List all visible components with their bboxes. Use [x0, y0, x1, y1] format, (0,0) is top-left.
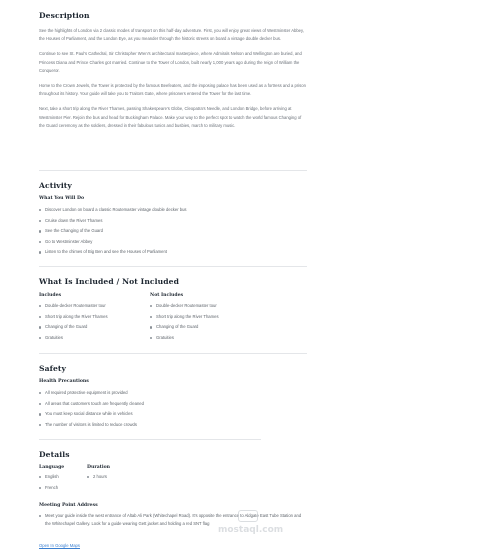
description-paragraph-1: See the highlights of London via 2 classic modes of transport on this half-day adventure. First, you will enjoy great views of Westminster Abbey, the Houses of Parliament, and the London Eye, as you meander through the historic streets on board a vintage double decker bus.	[39, 28, 304, 42]
list-item: The number of visitors is limited to reduce crowds	[39, 420, 144, 431]
meeting-point-address: Meet your guide inside the west entrance of Altab Ali Park (Whitechapel Road). It's opposite the entrance to Aldgate East Tube Station and the Whitechapel Gallery. Look for a guide wearing Gett jacket and holding a red SNT flag	[45, 513, 302, 526]
not-includes-label: Not Includes	[150, 293, 184, 298]
activity-section	[39, 181, 307, 255]
safety-list	[39, 388, 144, 430]
bullet-icon	[39, 515, 41, 517]
list-item: Double-decker Routemaster tour	[39, 301, 108, 312]
section-divider	[39, 170, 307, 171]
list-item: Short trip along the River Thames	[39, 312, 108, 323]
list-item: See the Changing of the Guard	[39, 226, 187, 237]
list-item: Discover London on board a classic Routemaster vintage double decker bus	[39, 205, 187, 216]
duration-label: Duration	[87, 465, 110, 470]
section-divider	[39, 266, 307, 267]
description-paragraph-2: Continue to see St. Paul's Cathedral, Sir Christopher Wren's architectural masterpiece, where Admirals Nelson and Wellington are buried, and Princess Diana and Prince Charles got married. Continue to the Tower of London, built nearly 1,000 years ago during the reign of William the Conqueror.	[39, 51, 302, 73]
bullet-icon	[39, 403, 41, 405]
list-item: Listen to the chimes of Big Ben and see the Houses of Parliament	[39, 247, 187, 258]
description-paragraph-4: Next, take a short trip along the River Thames, passing Shakespeare's Globe, Cleopatra's Needle, and London Bridge, before arriving at Westminster Pier. Rejoin the bus and head for Buckingham Palace. Make your way to the perfect spot to watch the world famous Changing of the Guard ceremony as the soldiers, dressed in their fabulous tunics and busbies, march to military music.	[39, 106, 302, 128]
bullet-icon	[39, 476, 41, 478]
list-item: All areas that customers touch are frequently cleaned	[39, 399, 144, 410]
watermark-text: mostaql.com	[218, 525, 284, 535]
section-divider	[39, 439, 261, 440]
google-maps-link[interactable]: Open In Google Maps	[39, 543, 80, 548]
list-item: Gratuities	[150, 333, 219, 344]
meeting-point-label: Meeting Point Address	[39, 503, 98, 508]
list-item: Changing of the Guard	[150, 322, 219, 333]
bullet-icon	[39, 392, 41, 394]
bullet-icon	[87, 476, 89, 478]
list-item: Cruise down the River Thames	[39, 216, 187, 227]
list-item: Gratuities	[39, 333, 108, 344]
safety-subheading: Health Precautions	[39, 379, 89, 384]
not-includes-list	[150, 301, 219, 343]
not-includes-column	[150, 293, 219, 343]
bullet-icon	[150, 305, 152, 307]
includes-column	[39, 293, 108, 343]
bullet-icon	[39, 209, 41, 211]
bullet-icon	[39, 230, 41, 232]
activity-list	[39, 205, 187, 258]
details-heading: Details	[39, 450, 70, 459]
list-item: 2 hours	[87, 472, 110, 483]
section-divider	[39, 353, 307, 354]
bullet-icon	[39, 241, 41, 243]
list-item: Short trip along the River Thames	[150, 312, 219, 323]
included-section	[39, 277, 307, 340]
description-paragraph-3: Home to the Crown Jewels, the Tower is protected by the famous Beefeaters, and the imposing palace has been used as a fortress and a prison throughout its history. Your guide will take you to Traitors Gate, where prisoners entered the Tower for the last time.	[39, 83, 306, 97]
list-item: All required protective equipment is provided	[39, 388, 144, 399]
list-item: You must keep social distance while in vehicles	[39, 409, 144, 420]
bullet-icon	[39, 305, 41, 307]
bullet-icon	[150, 337, 152, 339]
activity-subheading: What You Will Do	[39, 196, 85, 201]
description-section	[39, 11, 307, 128]
bullet-icon	[39, 251, 41, 253]
list-item: Double-decker Routemaster tour	[150, 301, 219, 312]
includes-label: Includes	[39, 293, 62, 298]
duration-list	[87, 472, 110, 483]
bullet-icon	[39, 326, 41, 328]
includes-list	[39, 301, 108, 343]
description-heading: Description	[39, 11, 90, 20]
bullet-icon	[39, 424, 41, 426]
language-column	[39, 465, 64, 493]
list-item: English	[39, 472, 64, 483]
safety-heading: Safety	[39, 364, 67, 373]
bullet-icon	[39, 316, 41, 318]
activity-heading: Activity	[39, 181, 72, 190]
bullet-icon	[150, 326, 152, 328]
watermark	[218, 512, 284, 538]
list-item: Go to Westminster Abbey	[39, 237, 187, 248]
bullet-icon	[150, 316, 152, 318]
bullet-icon	[39, 487, 41, 489]
list-item: Changing of the Guard	[39, 322, 108, 333]
bullet-icon	[39, 220, 41, 222]
included-heading: What Is Included / Not Included	[39, 277, 180, 286]
bullet-icon	[39, 337, 41, 339]
language-label: Language	[39, 465, 65, 470]
language-list	[39, 472, 64, 493]
bullet-icon	[39, 413, 41, 415]
duration-column	[87, 465, 110, 483]
list-item: French	[39, 483, 64, 494]
watermark-logo-icon	[238, 510, 258, 522]
safety-section	[39, 364, 307, 427]
